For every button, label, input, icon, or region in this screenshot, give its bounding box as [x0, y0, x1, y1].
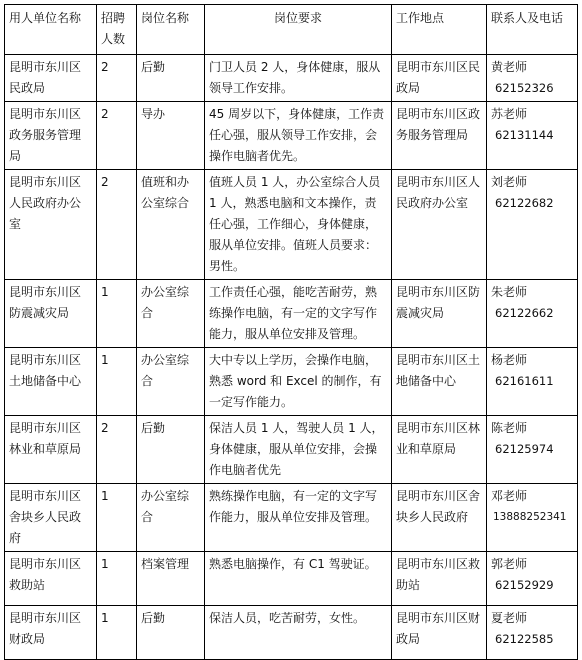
cell-location: 昆明市东川区林业和草原局: [392, 416, 487, 484]
table-row: [5, 280, 578, 348]
contact-name: 郭老师: [491, 557, 528, 571]
contact-name: 苏老师: [491, 107, 528, 121]
cell-location: 昆明市东川区舍块乡人民政府: [392, 484, 487, 552]
cell-count: 1: [97, 484, 137, 552]
cell-count: 1: [97, 552, 137, 606]
cell-position: 办公室综合: [137, 348, 205, 416]
table-row: [5, 552, 578, 606]
cell-position: 值班和办公室综合: [137, 170, 205, 280]
header-location: 工作地点: [392, 5, 487, 55]
cell-count: 1: [97, 606, 137, 660]
cell-requirement: 保洁人员 1 人，驾驶人员 1 人，身体健康，服从单位安排，会操作电脑者优先: [205, 416, 392, 484]
cell-location: 昆明市东川区政务服务管理局: [392, 102, 487, 170]
cell-requirement: 门卫人员 2 人，身体健康，服从领导工作安排。: [205, 55, 392, 102]
table-row: [5, 606, 578, 660]
cell-requirement: 熟练操作电脑，有一定的文字写作能力，服从单位安排及管理。: [205, 484, 392, 552]
table-row: [5, 484, 578, 552]
cell-position: 后勤: [137, 416, 205, 484]
cell-location: 昆明市东川区救助站: [392, 552, 487, 606]
contact-phone: 62125974: [495, 442, 554, 456]
cell-contact: [487, 348, 578, 416]
cell-contact: [487, 416, 578, 484]
cell-count: 2: [97, 170, 137, 280]
header-position: 岗位名称: [137, 5, 205, 55]
table-row: [5, 55, 578, 102]
contact-name: 邓老师: [491, 489, 528, 503]
cell-location: 昆明市东川区民政局: [392, 55, 487, 102]
cell-unit: 昆明市东川区土地储备中心: [5, 348, 97, 416]
cell-requirement: 熟悉电脑操作，有 C1 驾驶证。: [205, 552, 392, 606]
cell-unit: 昆明市东川区舍块乡人民政府: [5, 484, 97, 552]
cell-contact: [487, 552, 578, 606]
contact-name: 杨老师: [491, 353, 528, 367]
cell-unit: 昆明市东川区民政局: [5, 55, 97, 102]
contact-phone: 62152326: [495, 81, 554, 95]
cell-unit: 昆明市东川区林业和草原局: [5, 416, 97, 484]
cell-position: 后勤: [137, 55, 205, 102]
cell-requirement: 工作责任心强，能吃苦耐劳，熟练操作电脑，有一定的文字写作能力，服从单位安排及管理。: [205, 280, 392, 348]
cell-count: 2: [97, 102, 137, 170]
recruitment-table: [4, 4, 578, 660]
cell-requirement: 保洁人员，吃苦耐劳，女性。: [205, 606, 392, 660]
header-requirement: 岗位要求: [205, 5, 392, 55]
contact-name: 陈老师: [491, 421, 528, 435]
cell-location: 昆明市东川区财政局: [392, 606, 487, 660]
table-row: [5, 102, 578, 170]
cell-contact: [487, 484, 578, 552]
cell-position: 办公室综合: [137, 484, 205, 552]
cell-count: 1: [97, 280, 137, 348]
table-row: [5, 416, 578, 484]
cell-location: 昆明市东川区人民政府办公室: [392, 170, 487, 280]
cell-contact: [487, 170, 578, 280]
cell-requirement: 45 周岁以下，身体健康，工作责任心强，服从领导工作安排，会操作电脑者优先。: [205, 102, 392, 170]
contact-phone: 62131144: [495, 128, 554, 142]
table-header-row: [5, 5, 578, 55]
contact-phone: 62122585: [495, 632, 554, 646]
cell-location: 昆明市东川区土地储备中心: [392, 348, 487, 416]
contact-phone: 62122662: [495, 306, 554, 320]
cell-requirement: 值班人员 1 人，办公室综合人员 1 人，熟悉电脑和文本操作，责任心强，工作细心，身体健康，服从单位安排。值班人员要求：男性。: [205, 170, 392, 280]
cell-position: 导办: [137, 102, 205, 170]
header-count: 招聘人数: [97, 5, 137, 55]
cell-contact: [487, 606, 578, 660]
cell-position: 办公室综合: [137, 280, 205, 348]
cell-requirement: 大中专以上学历，会操作电脑，熟悉 word 和 Excel 的制作，有一定写作能力。: [205, 348, 392, 416]
contact-phone: 62161611: [495, 374, 554, 388]
cell-position: 档案管理: [137, 552, 205, 606]
contact-phone: 62122682: [495, 196, 554, 210]
cell-unit: 昆明市东川区救助站: [5, 552, 97, 606]
contact-phone: 62152929: [495, 578, 554, 592]
table-row: [5, 170, 578, 280]
contact-phone: 13888252341: [493, 511, 567, 523]
cell-count: 2: [97, 416, 137, 484]
contact-name: 黄老师: [491, 60, 528, 74]
cell-contact: [487, 55, 578, 102]
header-unit: 用人单位名称: [5, 5, 97, 55]
cell-contact: [487, 102, 578, 170]
contact-name: 朱老师: [491, 285, 528, 299]
cell-unit: 昆明市东川区财政局: [5, 606, 97, 660]
cell-unit: 昆明市东川区防震减灾局: [5, 280, 97, 348]
cell-contact: [487, 280, 578, 348]
cell-unit: 昆明市东川区政务服务管理局: [5, 102, 97, 170]
contact-name: 夏老师: [491, 611, 528, 625]
table-row: [5, 348, 578, 416]
cell-location: 昆明市东川区防震减灾局: [392, 280, 487, 348]
cell-position: 后勤: [137, 606, 205, 660]
header-contact: 联系人及电话: [487, 5, 578, 55]
cell-unit: 昆明市东川区人民政府办公室: [5, 170, 97, 280]
cell-count: 1: [97, 348, 137, 416]
contact-name: 刘老师: [491, 175, 528, 189]
cell-count: 2: [97, 55, 137, 102]
